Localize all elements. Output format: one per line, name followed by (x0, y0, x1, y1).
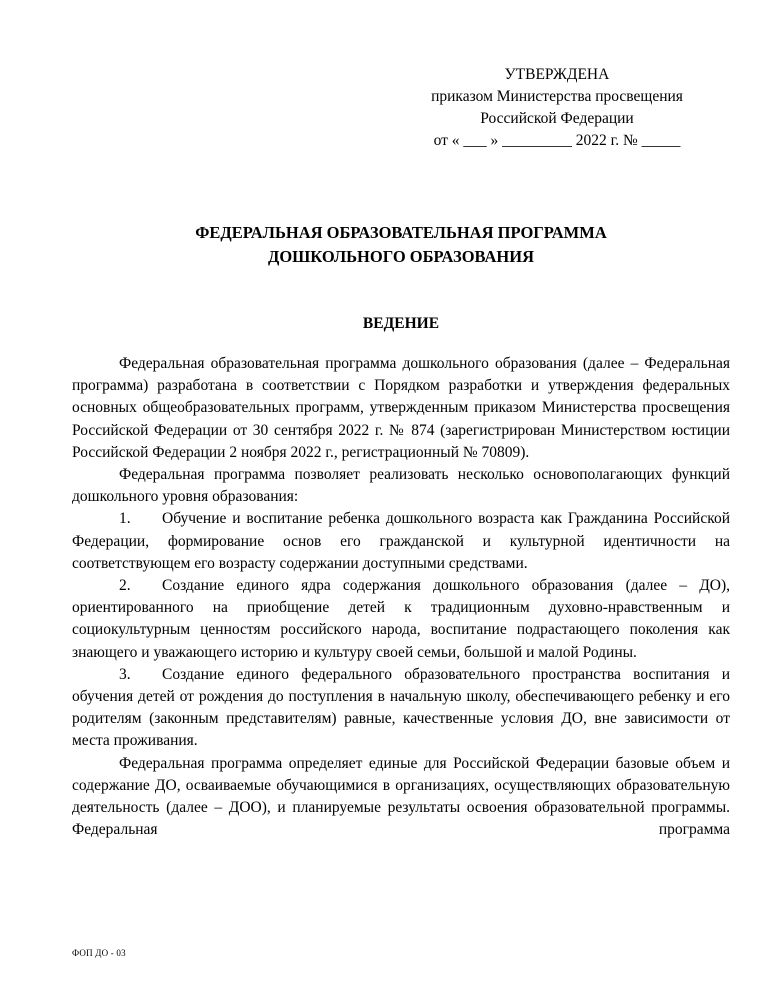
section-heading: ВЕДЕНИЕ (362, 315, 440, 332)
list-text: Обучение и воспитание ребенка дошкольного возраста как Гражданина Российской Федерации, формирование основ его гражданской и культурной идентичности на соответствующем его возрасту содержании доступными средствами. (72, 510, 730, 572)
paragraph-intro: Федеральная образовательная программа дошкольного образования (далее – Федеральная программа) разработана в соответствии с Порядком разработки и утверждения федеральных основных общеобразовательных программ, утвержденным приказом Министерства просвещения Российской Федерации от 30 сентября 2022 г. № 874 (зарегистрирован Министерством юстиции Российской Федерации 2 ноября 2022 г., регистрационный № 70809). (72, 355, 730, 461)
document-title (72, 221, 730, 269)
list-item-3 (72, 664, 730, 753)
approval-date-number: от « ___ » _________ 2022 г. № _____ (433, 132, 681, 149)
approval-authority: Российской Федерации (480, 110, 634, 127)
approval-block (402, 64, 712, 152)
approval-order: приказом Министерства просвещения (431, 88, 683, 105)
list-text: Создание единого федерального образовательного пространства воспитания и обучения детей от рождения до поступления в начальную школу, обеспечивающего ребенку и его родителям (законным представителям) равные, качественные условия ДО, вне зависимости от места проживания. (72, 665, 730, 750)
list-number: 1. (119, 510, 131, 528)
list-number: 3. (119, 665, 131, 683)
list-item-2 (72, 575, 730, 664)
list-number: 2. (119, 577, 131, 595)
approval-status: УТВЕРЖДЕНА (504, 66, 610, 83)
paragraph-functions: Федеральная программа позволяет реализовать несколько основополагающих функций дошкольного уровня образования: (72, 466, 730, 506)
title-line-2: ДОШКОЛЬНОГО ОБРАЗОВАНИЯ (267, 247, 534, 266)
page-footer: ФОП ДО - 03 (72, 948, 126, 958)
list-item-1 (72, 508, 730, 575)
paragraph-scope: Федеральная программа определяет единые для Российской Федерации базовые объем и содержание ДО, осваиваемые обучающимися в организациях, осуществляющих образовательную деятельность (далее – ДОО), и планируемые результаты освоения образовательной программы. Федеральная программа (72, 754, 730, 839)
list-text: Создание единого ядра содержания дошкольного образования (далее – ДО), ориентированного на приобщение детей к традиционным духовно-нравственным и социокультурным ценностям российского народа, воспитание подрастающего поколения как знающего и уважающего историю и культуру своей семьи, большой и малой Родины. (72, 577, 730, 661)
title-line-1: ФЕДЕРАЛЬНАЯ ОБРАЗОВАТЕЛЬНАЯ ПРОГРАММА (195, 223, 607, 242)
body-text (72, 353, 730, 841)
